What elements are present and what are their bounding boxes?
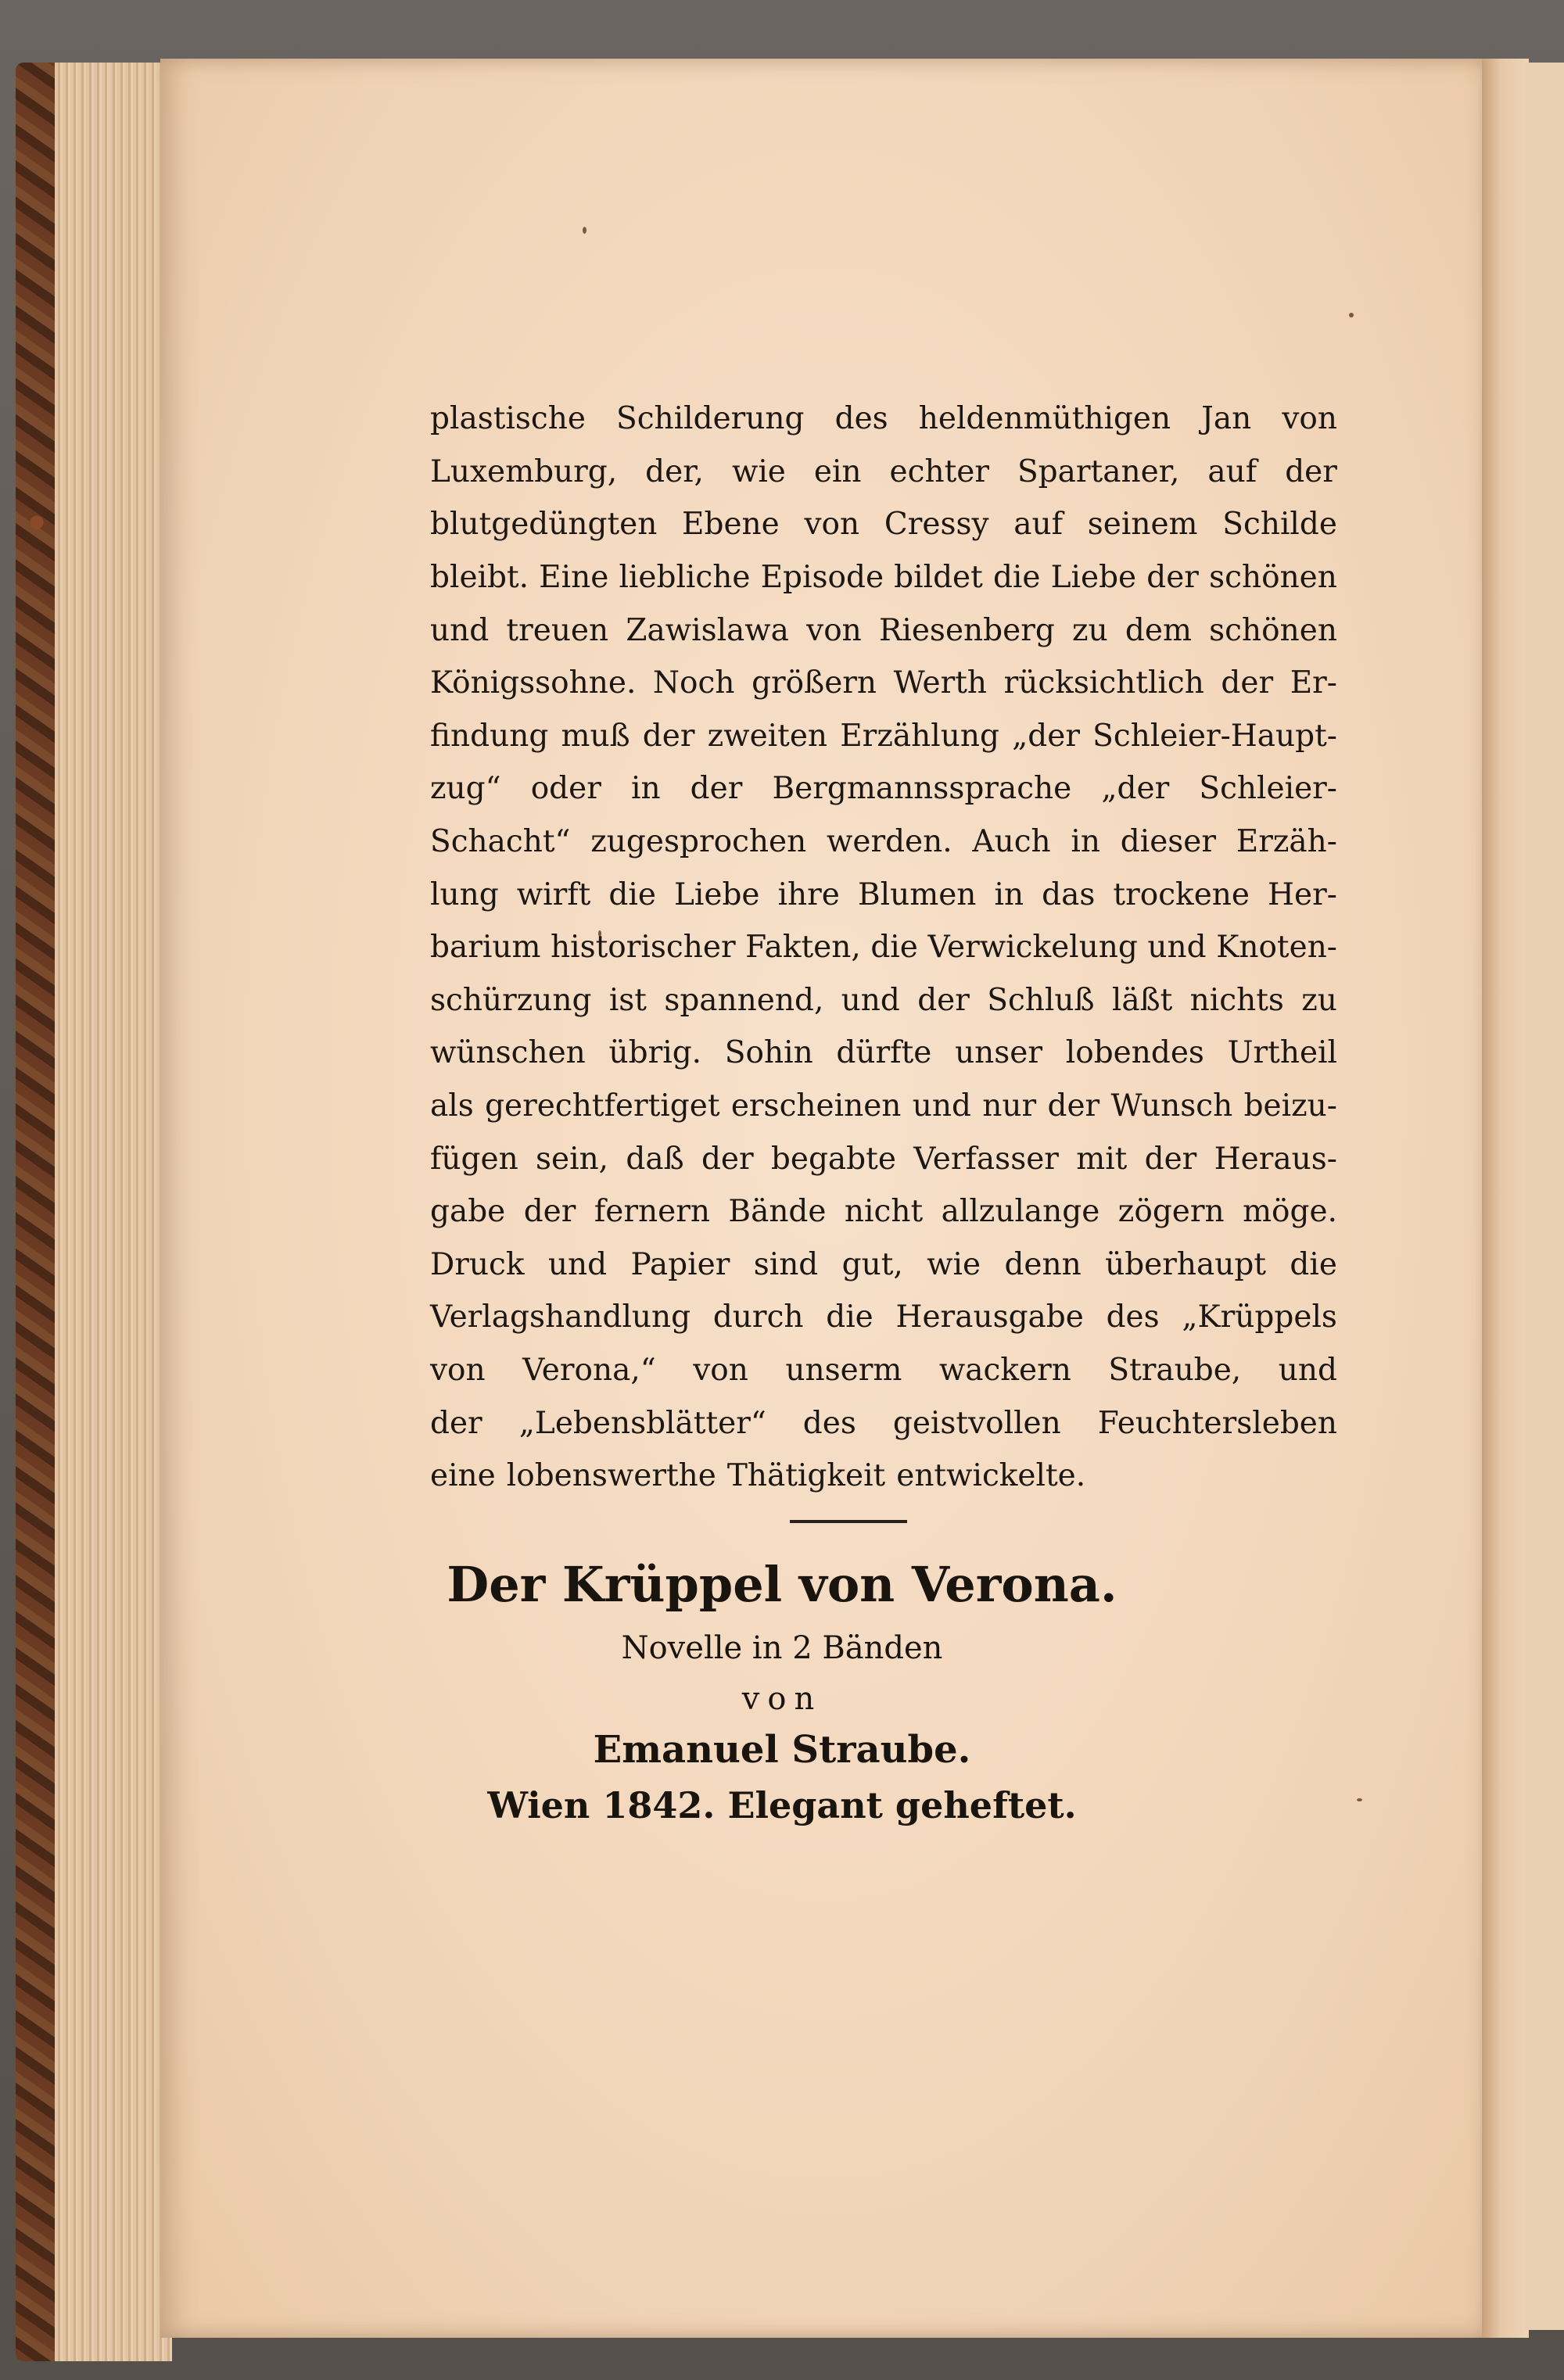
text-line: gabe der fernern Bände nicht allzulange zögern möge.	[430, 1194, 1337, 1230]
text-line: Luxemburg, der, wie ein echter Spartaner, auf der	[430, 453, 1337, 489]
section-divider	[790, 1520, 907, 1523]
text-line: lung wirft die Liebe ihre Blumen in das trockene Her-	[430, 876, 1337, 912]
text-line: Schacht“ zugesprochen werden. Auch in dieser Erzäh-	[430, 824, 1337, 860]
review-paragraph	[430, 392, 1337, 1502]
book-title: Der Krüppel von Verona.	[447, 1556, 1117, 1613]
text-line: Druck und Papier sind gut, wie denn überhaupt die	[430, 1246, 1337, 1282]
page-gutter	[1482, 59, 1529, 2338]
text-line: fügen sein, daß der begabte Verfasser mit der Heraus-	[430, 1141, 1337, 1177]
text-line: schürzung ist spannend, und der Schluß läßt nichts zu	[430, 982, 1337, 1018]
page-edges	[55, 63, 172, 2361]
text-line: und treuen Zawislawa von Riesenberg zu dem schönen	[430, 612, 1337, 648]
text-line: als gerechtfertiget erscheinen und nur der Wunsch beizu-	[430, 1088, 1337, 1124]
text-line: Königssohne. Noch größern Werth rücksichtlich der Er-	[430, 665, 1337, 701]
book-author: Emanuel Straube.	[593, 1728, 971, 1772]
publication-info: Wien 1842. Elegant geheftet.	[487, 1784, 1077, 1826]
text-line: bleibt. Eine liebliche Episode bildet die Liebe der schönen	[430, 560, 1337, 596]
paper-fleck	[583, 227, 586, 234]
paper-fleck	[1357, 1798, 1362, 1801]
text-line: zug“ oder in der Bergmannssprache „der Schleier-	[430, 771, 1337, 807]
text-line: barium historischer Fakten, die Verwickelung und Knoten-	[430, 930, 1337, 966]
text-line: von Verona,“ von unserm wackern Straube, und	[430, 1352, 1337, 1388]
text-line: der „Lebensblätter“ des geistvollen Feuchtersleben	[430, 1405, 1337, 1441]
text-line: wünschen übrig. Sohin dürfte unser lobendes Urtheil	[430, 1035, 1337, 1071]
paper-fleck	[1349, 313, 1354, 317]
text-line: blutgedüngten Ebene von Cressy auf seinem Schilde	[430, 507, 1337, 543]
text-line: plastische Schilderung des heldenmüthigen Jan von	[430, 401, 1337, 437]
text-line: findung muß der zweiten Erzählung „der Schleier-Haupt-	[430, 718, 1337, 754]
text-line: eine lobenswerthe Thätigkeit entwickelte.	[430, 1458, 1086, 1494]
facing-page-edge	[1525, 63, 1564, 2330]
book-by: von	[741, 1681, 823, 1717]
book-subtitle: Novelle in 2 Bänden	[621, 1630, 943, 1666]
text-line: Verlagshandlung durch die Herausgabe des „Krüppels	[430, 1299, 1337, 1335]
